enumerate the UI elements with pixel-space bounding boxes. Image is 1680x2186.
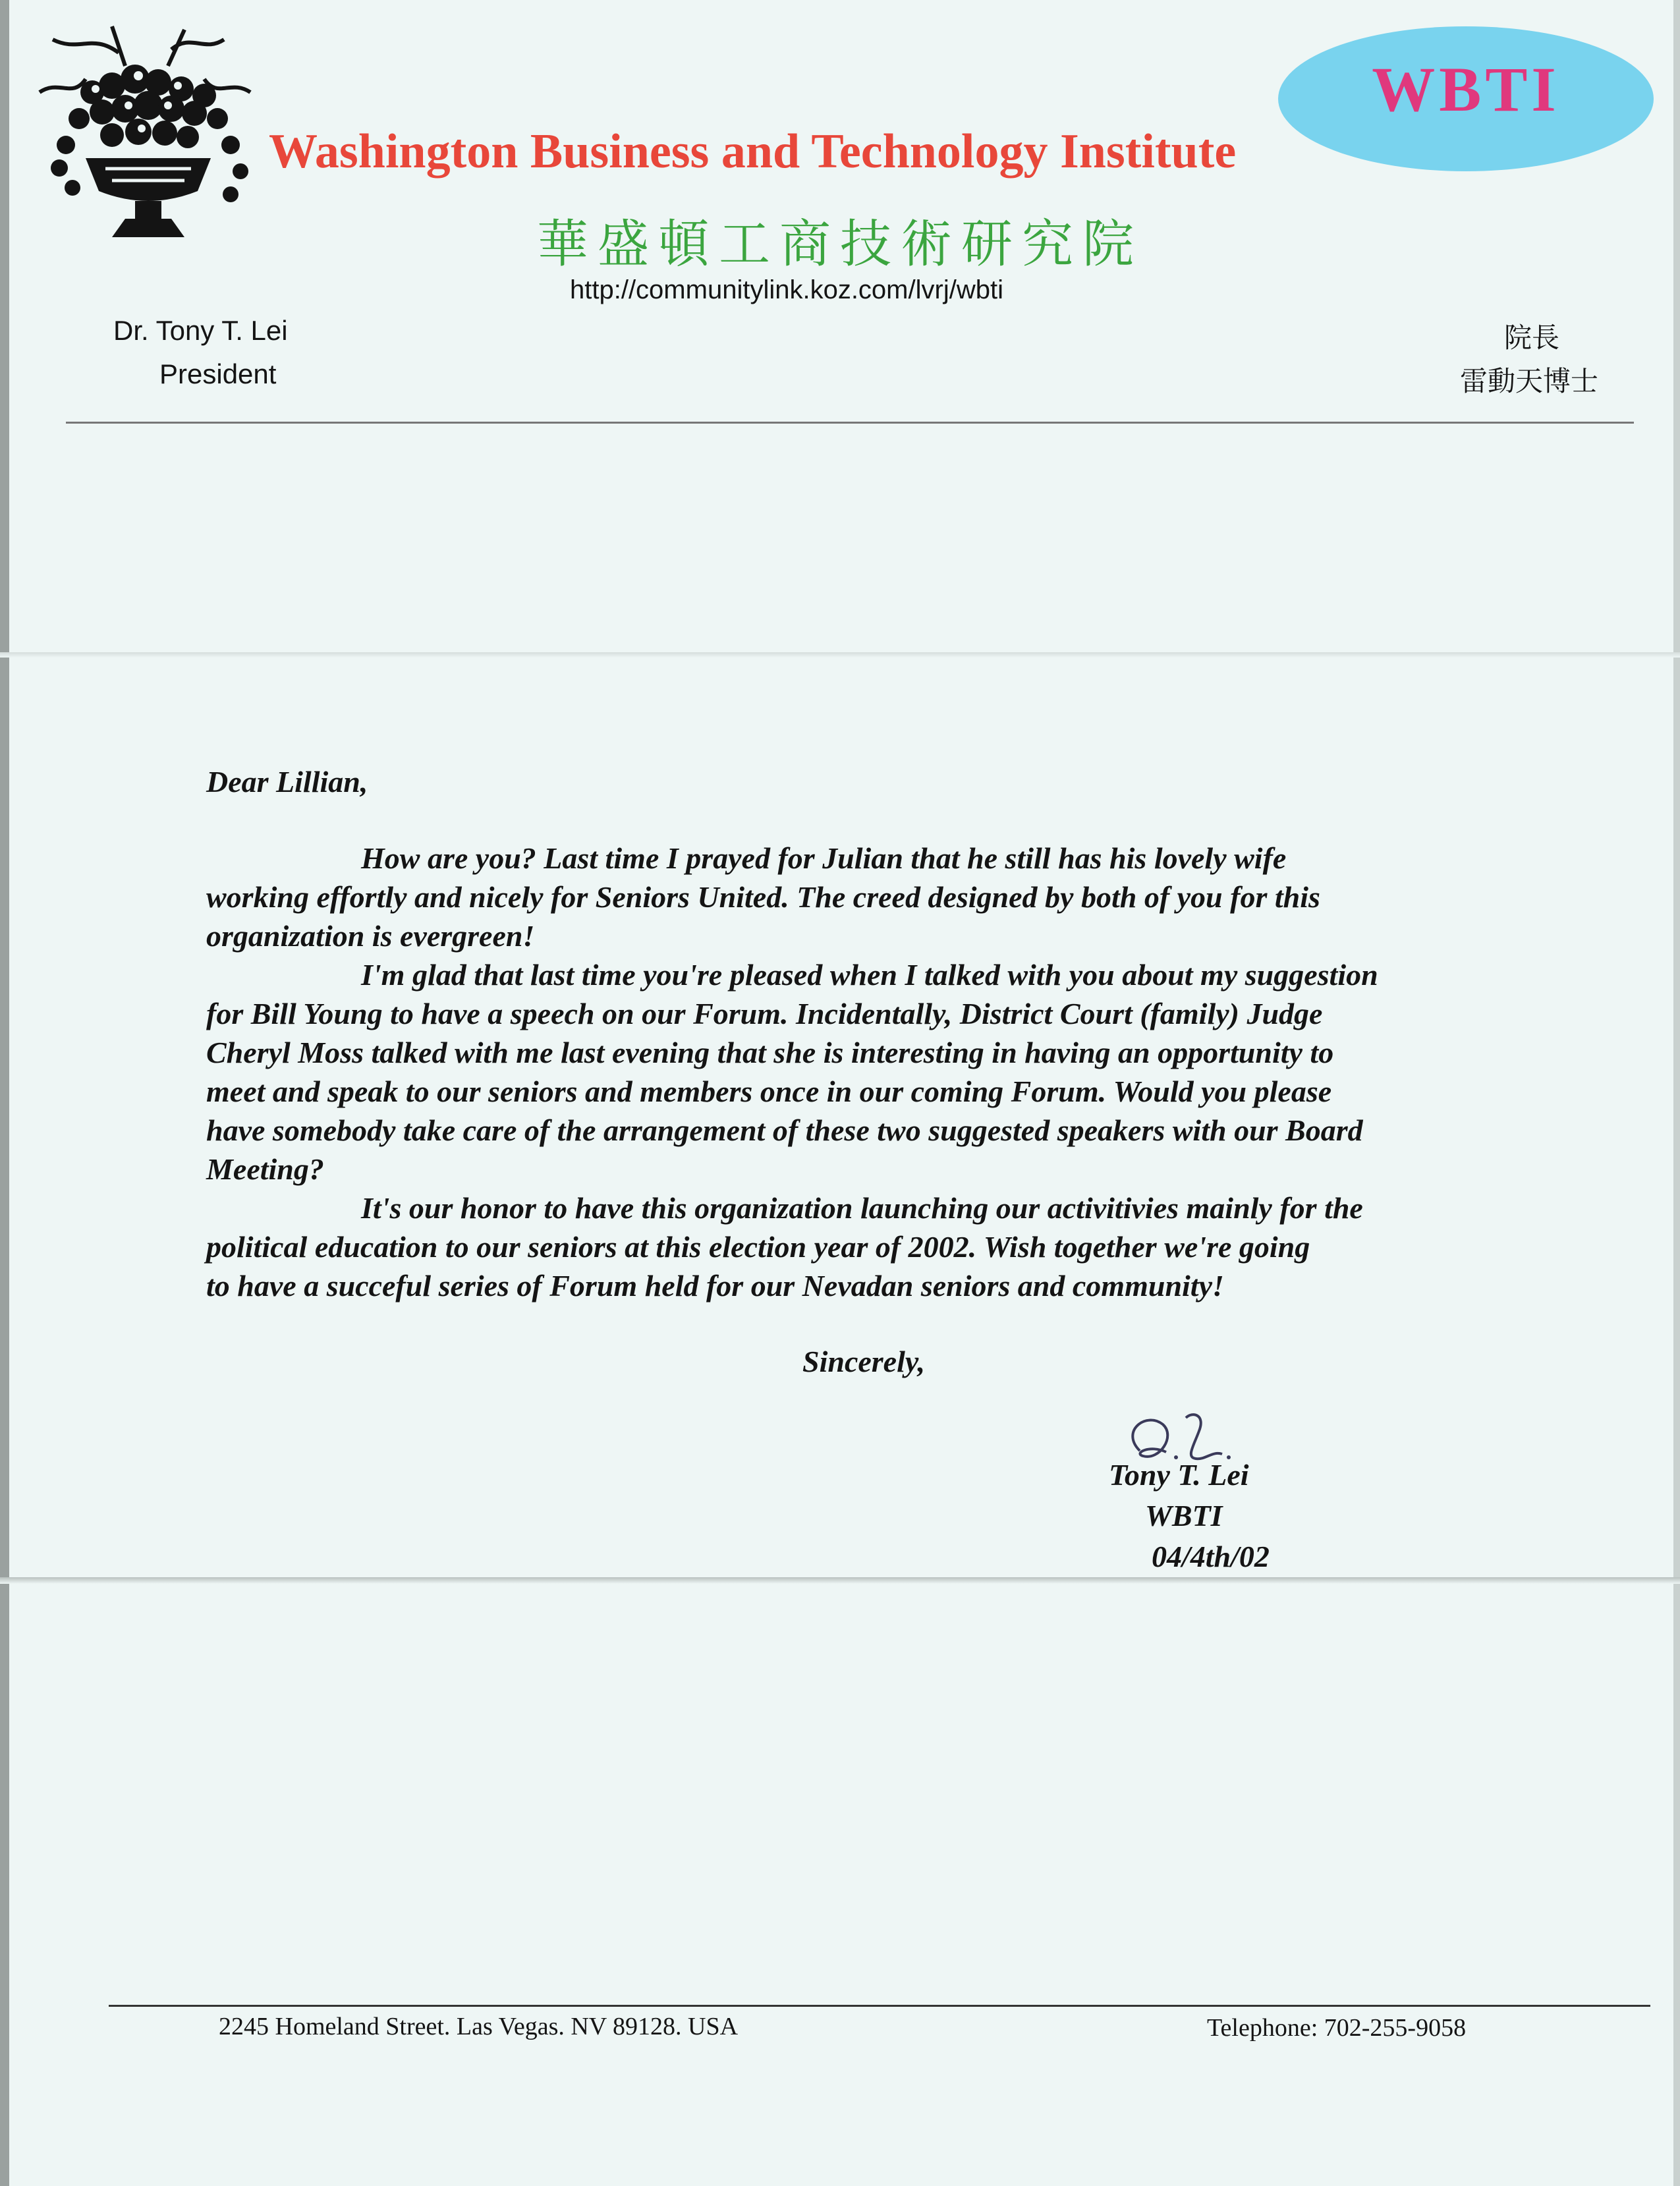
- paper-fold-top: [0, 652, 1680, 658]
- letter-closing: Sincerely,: [802, 1345, 926, 1378]
- president-title-chinese: 院長: [1504, 322, 1560, 354]
- scan-edge-left: [0, 0, 9, 2186]
- footer-telephone: Telephone: 702-255-9058: [1207, 2014, 1467, 2042]
- president-title: President: [159, 358, 277, 389]
- scan-edge-right: [1673, 0, 1680, 2186]
- letter-line: I'm glad that last time you're pleased when I talked with you about my suggestion: [361, 958, 1378, 992]
- signer-organization: WBTI: [1145, 1499, 1223, 1532]
- institute-name: Washington Business and Technology Institute: [269, 125, 1237, 179]
- institute-name-chinese: 華盛頓工商技術研究院: [537, 215, 1144, 274]
- letter-greeting: Dear Lillian,: [206, 765, 368, 799]
- wbti-badge-text: WBTI: [1372, 53, 1560, 125]
- website-url: http://communitylink.koz.com/lvrj/wbti: [570, 275, 1003, 304]
- letter-line: working effortly and nicely for Seniors United. The creed designed by both of you for this: [206, 880, 1320, 914]
- footer-address: 2245 Homeland Street. Las Vegas. NV 89128. USA: [219, 2013, 739, 2040]
- letter-line: Cheryl Moss talked with me last evening that she is interesting in having an opportunity to: [206, 1036, 1334, 1069]
- footer-divider: [109, 2005, 1650, 2007]
- letter-line: organization is evergreen!: [206, 919, 535, 953]
- grape-urn-logo-icon: [13, 13, 277, 257]
- signer-name: Tony T. Lei: [1109, 1458, 1249, 1492]
- letter-line: political education to our seniors at this election year of 2002. Wish together we're going: [206, 1230, 1310, 1264]
- wbti-badge: [1278, 26, 1654, 171]
- letter-line: for Bill Young to have a speech on our Forum. Incidentally, District Court (family) Judge: [206, 997, 1323, 1030]
- president-name: Dr. Tony T. Lei: [113, 315, 288, 346]
- paper-fold-bottom: [0, 1577, 1680, 1584]
- president-name-chinese: 雷動天博士: [1460, 365, 1599, 397]
- letter-line: It's our honor to have this organization launching our activitivies mainly for the: [361, 1191, 1363, 1225]
- letter-date: 04/4th/02: [1152, 1540, 1270, 1573]
- letter-line: Meeting?: [206, 1152, 324, 1186]
- letter-line: to have a succeful series of Forum held for our Nevadan seniors and community!: [206, 1269, 1224, 1303]
- header-divider: [66, 422, 1634, 424]
- letter-line: How are you? Last time I prayed for Julian that he still has his lovely wife: [361, 841, 1287, 875]
- letter-line: have somebody take care of the arrangement of these two suggested speakers with our Board: [206, 1113, 1363, 1147]
- letter-line: meet and speak to our seniors and members once in our coming Forum. Would you please: [206, 1075, 1332, 1108]
